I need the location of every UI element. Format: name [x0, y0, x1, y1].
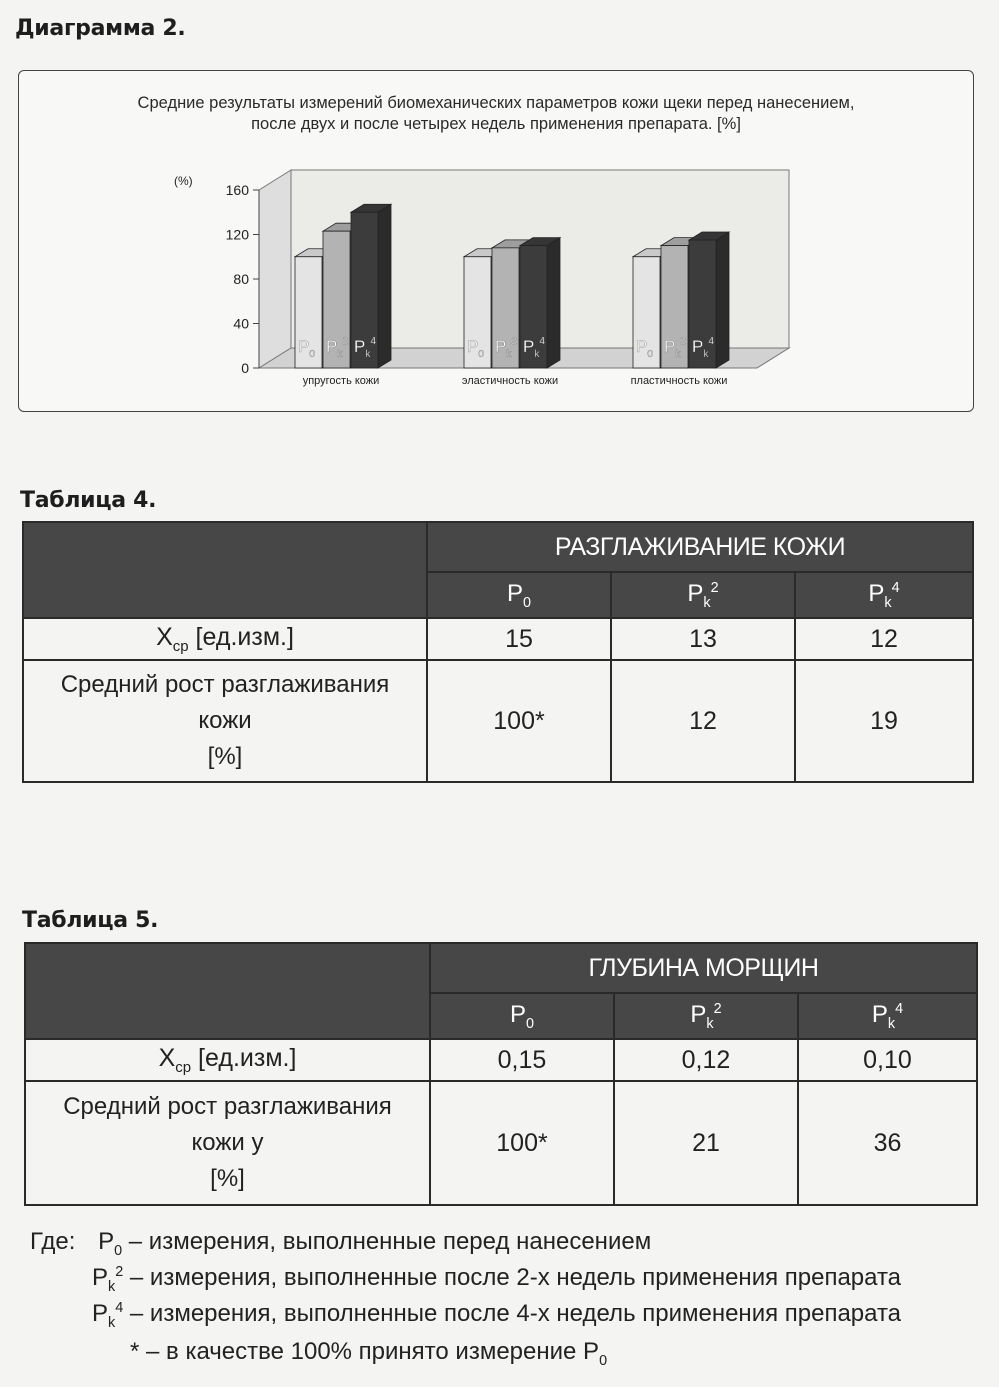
table5-cell: 0,12: [614, 1039, 798, 1081]
table5-col-p0: $P_0$: [430, 993, 614, 1039]
x-category-label: пластичность кожи: [630, 375, 728, 387]
table5-cell: 0,15: [430, 1039, 614, 1081]
y-unit-label: (%): [174, 174, 193, 188]
table5-row1-label: $X_{ср}$ [ед.изм.]: [25, 1039, 430, 1081]
legend-row-star: * – в качестве 100% принято измерение $P_0$: [130, 1338, 608, 1369]
x-category-label: упругость кожи: [302, 375, 380, 387]
table4-row2-label: Средний рост разглаживания кожи [%]: [23, 660, 427, 782]
table5-group-header: ГЛУБИНА МОРЩИН: [430, 943, 977, 993]
table5-cell: 21: [614, 1081, 798, 1205]
table5-cell: 0,10: [798, 1039, 977, 1081]
table5-col-pk2: $P_k^2$: [614, 993, 798, 1039]
table4-col-p0: $P_0$: [427, 572, 611, 618]
table5-cell: 36: [798, 1081, 977, 1205]
table5-row2-label: Средний рост разглаживания кожи у [%]: [25, 1081, 430, 1205]
bar-label: $P_k^4$: [523, 336, 545, 360]
table4-cell: 15: [427, 618, 611, 660]
table5-cell: 100*: [430, 1081, 614, 1205]
legend-row-pk2: $P_k^2$ – измерения, выполненные после 2-х недель применения препарата: [92, 1264, 902, 1295]
bar-label: $P_0$: [298, 337, 315, 360]
table5: [24, 942, 978, 1206]
table4-col-pk2: $P_k^2$: [611, 572, 795, 618]
table4-heading: Таблица 4.: [20, 488, 157, 513]
table4-col-pk4: $P_k^4$: [795, 572, 973, 618]
bar-side: [547, 238, 560, 368]
chart-frame: [18, 70, 974, 412]
diagram-heading: Диаграмма 2.: [15, 16, 186, 41]
table4-cell: 13: [611, 618, 795, 660]
legend-row-pk4: $P_k^4$ – измерения, выполненные после 4-х недель применения препарата: [92, 1300, 902, 1331]
chart-title-line1: Средние результаты измерений биомеханических параметров кожи щеки перед нанесением,: [137, 94, 855, 112]
bar-label: $P_k^2$: [664, 336, 686, 360]
bar-side: [716, 232, 729, 368]
table4: [22, 521, 974, 783]
bar-label: $P_k^4$: [354, 336, 376, 360]
table4-row1-label: $X_{ср}$ [ед.изм.]: [23, 618, 427, 660]
y-tick-label: 40: [233, 315, 249, 332]
bar-chart: [19, 71, 973, 411]
bar-side: [378, 204, 391, 368]
y-tick-label: 120: [225, 226, 249, 243]
table5-corner-cell: [25, 943, 430, 1039]
table4-cell: 100*: [427, 660, 611, 782]
table4-cell: 12: [611, 660, 795, 782]
bar-label: $P_0$: [636, 337, 653, 360]
bar-label: $P_0$: [467, 337, 484, 360]
bar-label: $P_k^4$: [692, 336, 714, 360]
table4-cell: 19: [795, 660, 973, 782]
table4-corner-cell: [23, 522, 427, 618]
bar-label: $P_k^2$: [326, 336, 348, 360]
chart-title-line2: после двух и после четырех недель применения препарата. [%]: [251, 115, 741, 133]
table4-group-header: РАЗГЛАЖИВАНИЕ КОЖИ: [427, 522, 973, 572]
legend-where: Где:: [30, 1228, 76, 1255]
y-tick-label: 80: [233, 271, 249, 287]
y-tick-label: 0: [241, 360, 249, 376]
x-category-label: эластичность кожи: [461, 375, 559, 387]
table5-heading: Таблица 5.: [22, 908, 159, 933]
table5-col-pk4: $P_k^4$: [798, 993, 977, 1039]
bar-label: $P_k^2$: [495, 336, 517, 360]
y-tick-label: 160: [225, 182, 249, 198]
legend-row-p0: Где: $P_0$ – измерения, выполненные перед нанесением: [30, 1228, 652, 1259]
table4-cell: 12: [795, 618, 973, 660]
chart-side-wall: [259, 170, 291, 368]
